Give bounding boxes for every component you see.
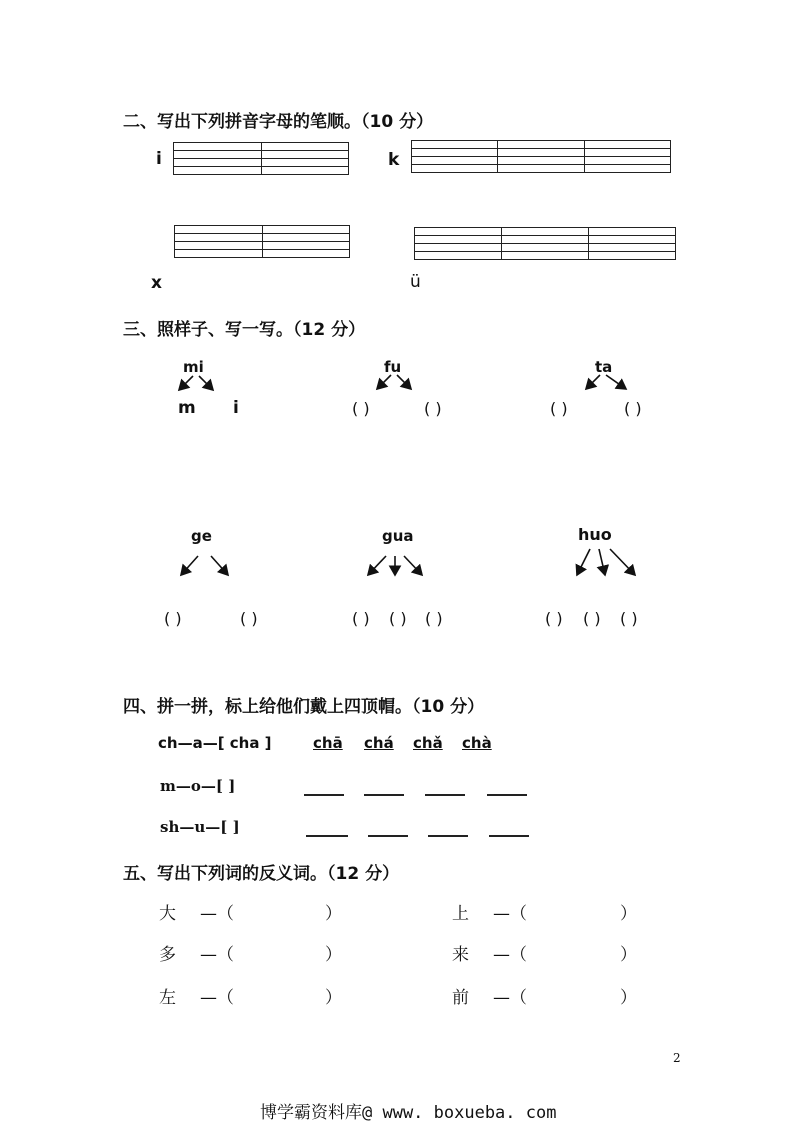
blank-ta-1[interactable]: ( ) (550, 399, 568, 418)
antonym-open-left-1: —（ (200, 904, 234, 924)
antonym-word-right-1: 上 (452, 904, 469, 924)
antonym-answer-right-3[interactable] (535, 983, 615, 1005)
blank-fu-2[interactable]: ( ) (424, 399, 442, 418)
antonym-close-right-3: ） (620, 988, 637, 1008)
pinyin-prompt-cha: ch—a—[ cha ] (158, 734, 272, 752)
syllable-huo: huo (578, 525, 612, 544)
tone-answer-2: chá (364, 734, 394, 752)
antonym-open-right-3: —（ (493, 988, 527, 1008)
tone-blank-shu-4[interactable] (489, 835, 529, 837)
antonym-open-right-2: —（ (493, 945, 527, 965)
tone-blank-shu-3[interactable] (428, 835, 468, 837)
tone-answer-3: chǎ (413, 734, 443, 752)
blank-ta-2[interactable]: ( ) (624, 399, 642, 418)
blank-fu-1[interactable]: ( ) (352, 399, 370, 418)
antonym-close-left-1: ） (325, 904, 342, 924)
blank-ge-1[interactable]: ( ) (164, 609, 182, 628)
tone-blank-mo-2[interactable] (364, 794, 404, 796)
syllable-ta: ta (595, 358, 613, 376)
tone-answer-4: chà (462, 734, 492, 752)
letter-i: i (156, 149, 162, 169)
section-5-title: 五、写出下列词的反义词。（12 分） (123, 864, 400, 884)
section-2-title: 二、写出下列拼音字母的笔顺。（10 分） (123, 112, 434, 132)
antonym-answer-left-1[interactable] (240, 899, 320, 921)
antonym-close-left-3: ） (325, 988, 342, 1008)
example-final: i (233, 398, 239, 418)
tone-blank-mo-3[interactable] (425, 794, 465, 796)
section-3-title: 三、照样子、写一写。（12 分） (123, 320, 366, 340)
antonym-close-right-2: ） (620, 945, 637, 965)
letter-k: k (388, 150, 400, 170)
blank-gua-2[interactable]: ( ) (389, 609, 407, 628)
letter-u-umlaut: ü (410, 272, 421, 292)
example-initial: m (178, 398, 196, 418)
syllable-fu: fu (384, 358, 402, 376)
tone-answer-1: chā (313, 734, 343, 752)
tone-blank-mo-4[interactable] (487, 794, 527, 796)
antonym-answer-left-3[interactable] (240, 983, 320, 1005)
antonym-open-left-3: —（ (200, 988, 234, 1008)
antonym-word-left-2: 多 (159, 945, 176, 965)
antonym-open-left-2: —（ (200, 945, 234, 965)
tone-blank-mo-1[interactable] (304, 794, 344, 796)
page-number: 2 (673, 1051, 681, 1065)
antonym-answer-right-2[interactable] (535, 940, 615, 962)
antonym-word-left-1: 大 (159, 904, 176, 924)
letter-x: x (151, 273, 162, 293)
antonym-open-right-1: —（ (493, 904, 527, 924)
antonym-answer-left-2[interactable] (240, 940, 320, 962)
antonym-word-right-3: 前 (452, 988, 469, 1008)
antonym-close-left-2: ） (325, 945, 342, 965)
antonym-answer-right-1[interactable] (535, 899, 615, 921)
blank-huo-2[interactable]: ( ) (583, 609, 601, 628)
syllable-ge: ge (191, 527, 212, 545)
antonym-close-right-1: ） (620, 904, 637, 924)
blank-huo-1[interactable]: ( ) (545, 609, 563, 628)
pinyin-prompt-mo: m—o—[ ] (160, 777, 236, 795)
tone-blank-shu-1[interactable] (306, 835, 348, 837)
section-4-title: 四、拼一拼，标上给他们戴上四顶帽。（10 分） (123, 697, 485, 717)
blank-gua-3[interactable]: ( ) (425, 609, 443, 628)
blank-huo-3[interactable]: ( ) (620, 609, 638, 628)
blank-gua-1[interactable]: ( ) (352, 609, 370, 628)
blank-ge-2[interactable]: ( ) (240, 609, 258, 628)
pinyin-prompt-shu: sh—u—[ ] (160, 818, 240, 836)
footer-watermark: 博学霸资料库@ www. boxueba. com (260, 1103, 557, 1123)
antonym-word-left-3: 左 (159, 988, 176, 1008)
example-syllable: mi (183, 358, 204, 376)
syllable-gua: gua (382, 527, 414, 545)
antonym-word-right-2: 来 (452, 945, 469, 965)
tone-blank-shu-2[interactable] (368, 835, 408, 837)
